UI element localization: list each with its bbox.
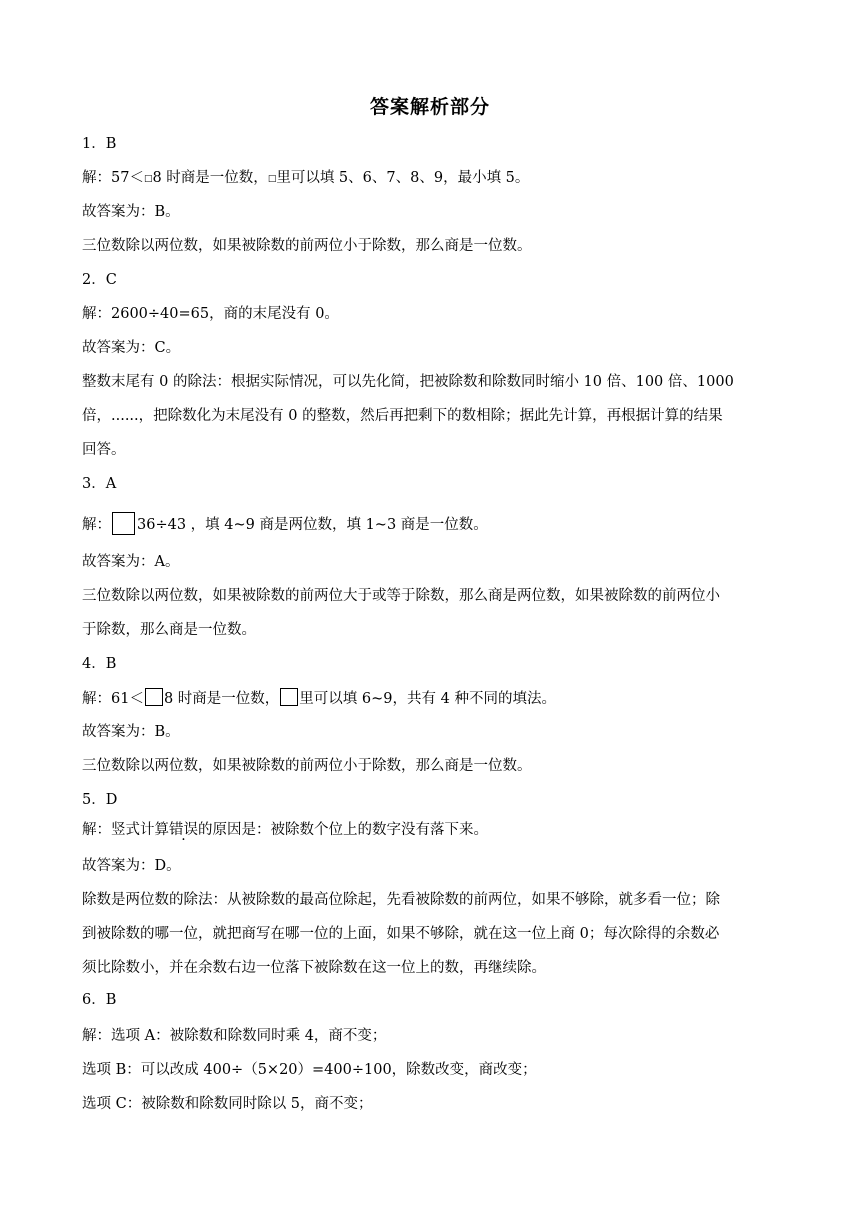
q3-solution-part-1: 解： (82, 517, 111, 533)
q4-answer: 4．B (82, 656, 117, 672)
q6-option-b: 选项 B：可以改成 400÷（5×20）=400÷100，除数改变，商改变； (82, 1062, 537, 1078)
q2-conclusion: 故答案为：C。 (82, 340, 181, 356)
q2-note-line-3: 回答。 (82, 442, 126, 458)
q3-solution-part-2: 36÷43 ，填 4~9 商是两位数，填 1~3 商是一位数。 (137, 517, 488, 533)
q1-solution-part-3: 里可以填 5、6、7、8、9，最小填 5。 (276, 170, 530, 186)
q1-conclusion: 故答案为：B。 (82, 204, 180, 220)
q5-conclusion: 故答案为：D。 (82, 858, 181, 874)
q2-answer: 2．C (82, 272, 117, 288)
q5-solution (82, 820, 782, 840)
q5-solution-part-2: 的原因是：被除数个位上的数字没有落下来。 (198, 822, 488, 838)
q5-note-line-3: 须比除数小，并在余数右边一位落下被除数在这一位上的数，再继续除。 (82, 960, 546, 976)
q5-emphasis-text: 错误 (169, 822, 198, 838)
blank-box-icon: □ (143, 174, 153, 184)
q1-note: 三位数除以两位数，如果被除数的前两位小于除数，那么商是一位数。 (82, 238, 532, 254)
q5-note-line-2: 到被除数的哪一位，就把商写在哪一位的上面，如果不够除，就在这一位上商 0；每次除得的余数必 (82, 926, 720, 942)
q1-solution-part-1: 解：57＜ (82, 170, 144, 186)
blank-box-icon (112, 512, 135, 535)
blank-box-icon: □ (267, 174, 277, 184)
q4-conclusion: 故答案为：B。 (82, 724, 180, 740)
blank-box-icon (280, 688, 298, 706)
page-title: 答案解析部分 (369, 96, 490, 118)
q1-answer: 1．B (82, 136, 117, 152)
q4-note: 三位数除以两位数，如果被除数的前两位小于除数，那么商是一位数。 (82, 758, 532, 774)
q3-note-line-1: 三位数除以两位数，如果被除数的前两位大于或等于除数，那么商是两位数，如果被除数的前两位小 (82, 588, 720, 604)
q2-solution: 解：2600÷40=65，商的末尾没有 0。 (82, 306, 339, 322)
q1-solution (82, 168, 782, 189)
q4-solution-part-3: 里可以填 6~9，共有 4 种不同的填法。 (299, 691, 556, 707)
q2-note-line-2: 倍，......，把除数化为末尾没有 0 的整数，然后再把剩下的数相除；据此先计算，再根据计算的结果 (82, 408, 723, 424)
q4-solution-part-1: 解：61＜ (82, 691, 144, 707)
q4-solution-part-2: 8 时商是一位数， (163, 691, 280, 707)
q3-conclusion: 故答案为：A。 (82, 554, 180, 570)
q6-option-a: 解：选项 A：被除数和除数同时乘 4，商不变； (82, 1028, 387, 1044)
q4-solution (82, 688, 782, 709)
q2-note-line-1: 整数末尾有 0 的除法：根据实际情况，可以先化简，把被除数和除数同时缩小 10 倍、100 倍、1000 (82, 374, 734, 390)
q3-note-line-2: 于除数，那么商是一位数。 (82, 622, 256, 638)
q5-solution-part-1: 解：竖式计算 (82, 822, 169, 838)
q5-note-line-1: 除数是两位数的除法：从被除数的最高位除起，先看被除数的前两位，如果不够除，就多看一位；除 (82, 892, 720, 908)
q3-answer: 3．A (82, 476, 117, 492)
q3-solution (82, 512, 782, 535)
q6-option-c: 选项 C：被除数和除数同时除以 5，商不变； (82, 1096, 373, 1112)
q5-answer: 5．D (82, 792, 118, 808)
blank-box-icon (145, 688, 163, 706)
q1-solution-part-2: 8 时商是一位数， (152, 170, 268, 186)
q6-answer: 6．B (82, 992, 117, 1008)
